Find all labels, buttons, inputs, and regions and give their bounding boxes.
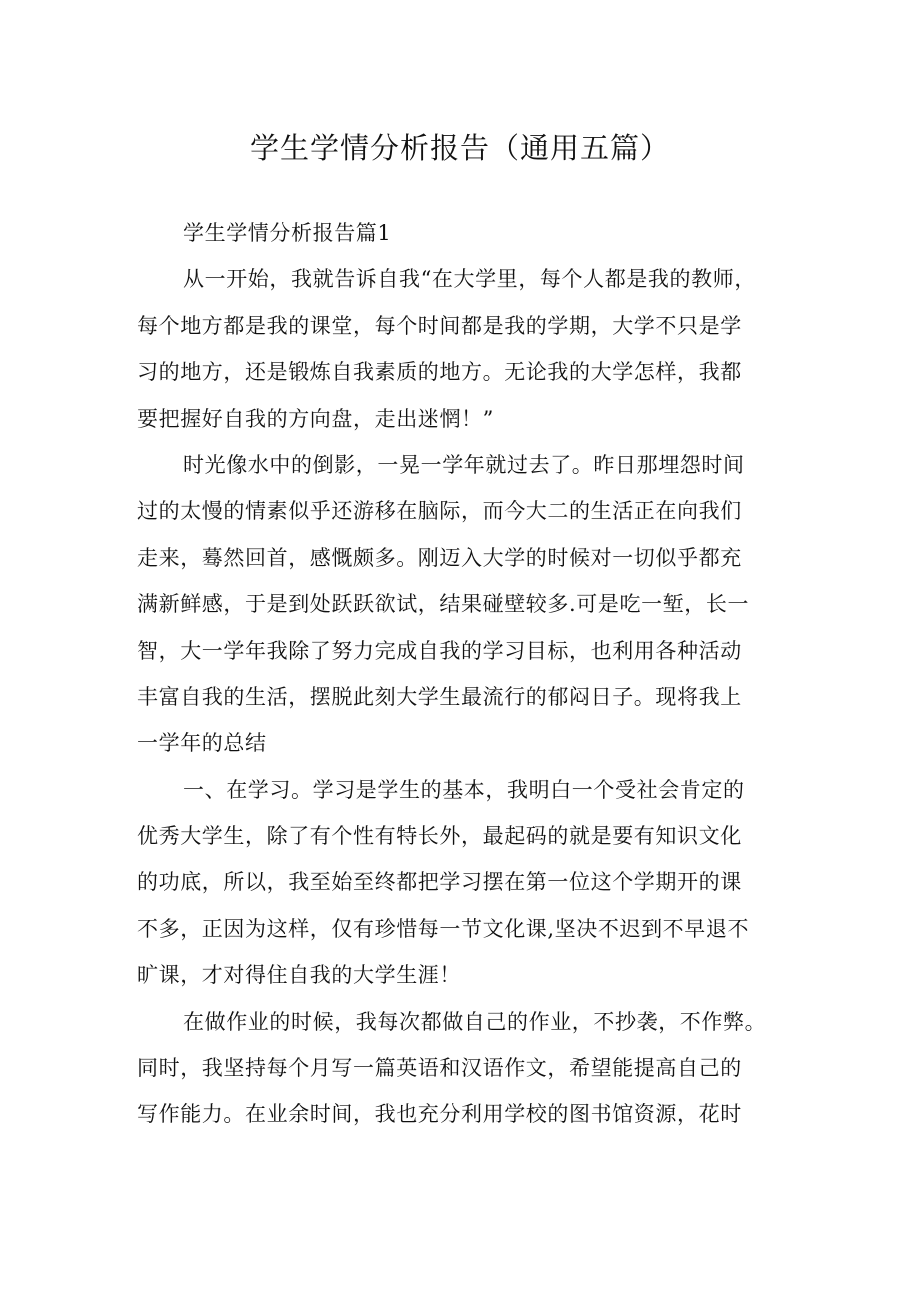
paragraph-line: 习的地方，还是锻炼自我素质的地方。无论我的大学怎样，我都	[137, 360, 742, 385]
document-title: 学生学情分析报告（通用五篇）	[249, 131, 670, 165]
paragraph-line: 丰富自我的生活，摆脱此刻大学生最流行的郁闷日子。现将我上	[137, 684, 742, 709]
paragraph-line: 的功底，所以，我至始至终都把学习摆在第一位这个学期开的课	[137, 870, 742, 895]
paragraph-line: 在做作业的时候，我每次都做自己的作业，不抄袭，不作弊。	[183, 1009, 767, 1034]
document-body	[137, 210, 797, 1138]
paragraph-line: 每个地方都是我的课堂，每个时间都是我的学期，大学不只是学	[137, 313, 742, 338]
paragraph-line: 要把握好自我的方向盘，走出迷惘！”	[137, 406, 494, 431]
paragraph-line: 同时，我坚持每个月写一篇英语和汉语作文，希望能提高自己的	[137, 1056, 742, 1081]
paragraph-line: 优秀大学生，除了有个性有特长外，最起码的就是要有知识文化	[137, 824, 742, 849]
section-heading: 学生学情分析报告篇1	[183, 221, 392, 245]
paragraph-line: 智，大一学年我除了努力完成自我的学习目标，也利用各种活动	[137, 638, 742, 663]
paragraph-line: 一学年的总结	[137, 731, 267, 756]
paragraph-line: 不多，正因为这样，仅有珍惜每一节文化课,坚决不迟到不早退不	[137, 916, 750, 941]
paragraph-line: 从一开始，我就告诉自我“在大学里，每个人都是我的教师，	[183, 267, 756, 292]
paragraph-line: 旷课，才对得住自我的大学生涯！	[137, 963, 461, 988]
paragraph-line: 写作能力。在业余时间，我也充分利用学校的图书馆资源，花时	[137, 1102, 742, 1127]
paragraph-line: 过的太慢的情素似乎还游移在脑际，而今大二的生活正在向我们	[137, 499, 742, 524]
paragraph-line: 时光像水中的倒影，一晃一学年就过去了。昨日那埋怨时间	[183, 452, 745, 477]
paragraph-line: 满新鲜感，于是到处跃跃欲试，结果碰壁较多.可是吃一堑，长一	[137, 592, 750, 617]
paragraph-line: 走来，蓦然回首，感慨颇多。刚迈入大学的时候对一切似乎都充	[137, 545, 742, 570]
paragraph-line: 一、在学习。学习是学生的基本，我明白一个受社会肯定的	[183, 777, 745, 802]
